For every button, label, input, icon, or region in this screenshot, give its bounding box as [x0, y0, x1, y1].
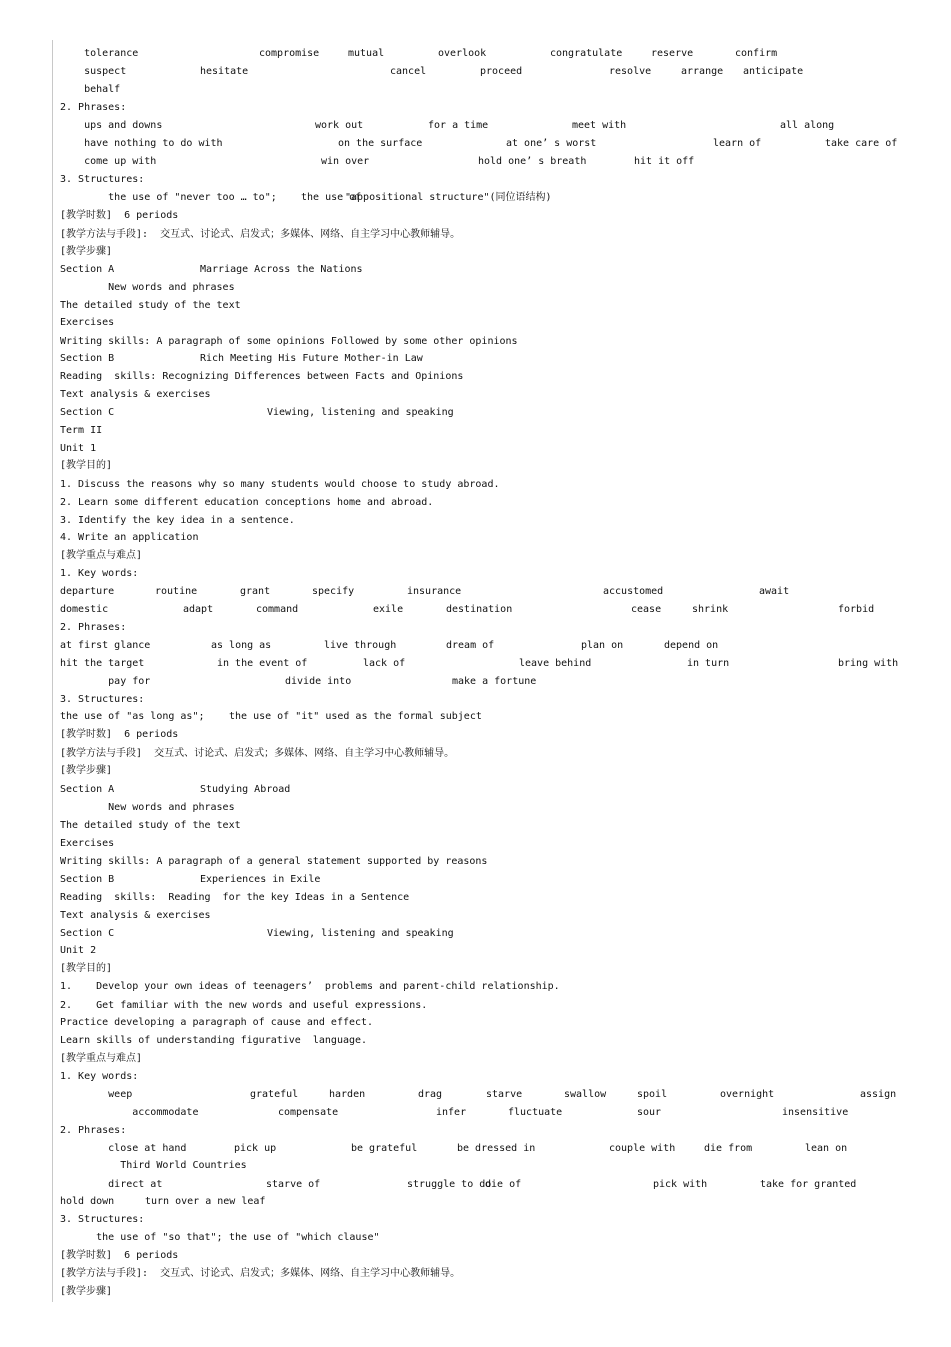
line-0-segment-1: compromise: [259, 48, 320, 59]
line-58-segment-0: weep: [60, 1089, 133, 1100]
line-19-segment-0: Text analysis & exercises: [60, 389, 211, 400]
line-34-segment-3: leave behind: [519, 658, 592, 669]
line-66-segment-1: the use of "which clause": [229, 1232, 380, 1243]
line-58-segment-8: assign: [860, 1089, 897, 1100]
line-11-segment-0: [教学步骤]: [60, 246, 113, 257]
line-2-segment-0: behalf: [60, 84, 121, 95]
line-34-segment-4: in turn: [687, 658, 730, 669]
line-63-segment-2: struggle to do: [407, 1179, 492, 1190]
line-64-segment-1: turn over a new leaf: [145, 1196, 266, 1207]
line-18-segment-0: Reading skills: Recognizing Differences between Facts and Opinions: [60, 371, 464, 382]
line-64-segment-0: hold down: [60, 1196, 115, 1207]
line-58-segment-6: spoil: [637, 1089, 668, 1100]
line-43-segment-0: The detailed study of the text: [60, 820, 241, 831]
line-27-segment-0: 4. Write an application: [60, 532, 199, 543]
line-30-segment-2: grant: [240, 586, 271, 597]
line-52-segment-0: 1. Develop your own ideas of teenagers’ problems and parent-child relationship.: [60, 981, 560, 992]
line-25-segment-0: 2. Learn some different education conceptions home and abroad.: [60, 497, 434, 508]
line-31-segment-4: destination: [446, 604, 513, 615]
line-0-segment-0: tolerance: [60, 48, 139, 59]
line-17-segment-0: Section B: [60, 353, 115, 364]
line-61-segment-3: be dressed in: [457, 1143, 536, 1154]
line-58-segment-3: drag: [418, 1089, 443, 1100]
line-4-segment-0: ups and downs: [60, 120, 163, 131]
line-63-segment-4: pick with: [653, 1179, 708, 1190]
line-35-segment-1: divide into: [285, 676, 352, 687]
line-8-segment-1: the use of: [301, 192, 362, 203]
line-35-segment-0: pay for: [60, 676, 151, 687]
line-33-segment-5: depend on: [664, 640, 719, 651]
line-6-segment-1: win over: [321, 156, 370, 167]
line-55-segment-0: Learn skills of understanding figurative language.: [60, 1035, 368, 1046]
line-66-segment-0: the use of "so that";: [60, 1232, 223, 1243]
line-50-segment-0: Unit 2: [60, 945, 97, 956]
line-31-segment-7: forbid: [838, 604, 875, 615]
line-9-segment-0: [教学时数] 6 periods: [60, 210, 179, 221]
line-58-segment-1: grateful: [250, 1089, 299, 1100]
line-4-segment-4: all along: [780, 120, 835, 131]
line-33-segment-4: plan on: [581, 640, 624, 651]
line-44-segment-0: Exercises: [60, 838, 115, 849]
line-36-segment-0: 3. Structures:: [60, 694, 145, 705]
line-42-segment-0: New words and phrases: [60, 802, 235, 813]
line-4-segment-1: work out: [315, 120, 364, 131]
line-0-segment-4: congratulate: [550, 48, 623, 59]
line-1-segment-3: proceed: [480, 66, 523, 77]
line-58-segment-2: harden: [329, 1089, 366, 1100]
line-5-segment-4: take care of: [825, 138, 898, 149]
line-31-segment-0: domestic: [60, 604, 109, 615]
line-56-segment-0: [教学重点与难点]: [60, 1053, 143, 1064]
line-1-segment-0: suspect: [60, 66, 127, 77]
line-53-segment-0: 2. Get familiar with the new words and useful expressions.: [60, 1000, 428, 1011]
line-47-segment-0: Reading skills: Reading for the key Ideas in a Sentence: [60, 892, 410, 903]
line-30-segment-6: await: [759, 586, 790, 597]
line-24-segment-0: 1. Discuss the reasons why so many students would choose to study abroad.: [60, 479, 500, 490]
line-61-segment-1: pick up: [234, 1143, 277, 1154]
line-63-segment-3: die of: [485, 1179, 522, 1190]
line-1-segment-5: arrange: [681, 66, 724, 77]
line-37-segment-0: the use of "as long as";: [60, 711, 205, 722]
line-48-segment-0: Text analysis & exercises: [60, 910, 211, 921]
line-61-segment-0: close at hand: [60, 1143, 187, 1154]
line-6-segment-3: hit it off: [634, 156, 695, 167]
line-1-segment-1: hesitate: [200, 66, 249, 77]
line-59-segment-3: fluctuate: [508, 1107, 563, 1118]
line-34-segment-0: hit the target: [60, 658, 145, 669]
line-20-segment-1: Viewing, listening and speaking: [267, 407, 454, 418]
line-33-segment-1: as long as: [211, 640, 272, 651]
line-23-segment-0: [教学目的]: [60, 460, 113, 471]
line-58-segment-4: starve: [486, 1089, 523, 1100]
line-69-segment-0: [教学步骤]: [60, 1286, 113, 1297]
line-34-segment-2: lack of: [363, 658, 406, 669]
line-49-segment-1: Viewing, listening and speaking: [267, 928, 454, 939]
line-58-segment-7: overnight: [720, 1089, 775, 1100]
line-8-segment-0: the use of "never too … to";: [60, 192, 277, 203]
line-63-segment-1: starve of: [266, 1179, 321, 1190]
line-6-segment-0: come up with: [60, 156, 157, 167]
line-5-segment-2: at one’ s worst: [506, 138, 597, 149]
line-59-segment-2: infer: [436, 1107, 467, 1118]
line-16-segment-0: Writing skills: A paragraph of some opinions Followed by some other opinions: [60, 336, 518, 347]
line-63-segment-5: take for granted: [760, 1179, 857, 1190]
line-5-segment-1: on the surface: [338, 138, 423, 149]
line-40-segment-0: [教学步骤]: [60, 765, 113, 776]
line-65-segment-0: 3. Structures:: [60, 1214, 145, 1225]
line-0-segment-6: confirm: [735, 48, 778, 59]
line-30-segment-5: accustomed: [603, 586, 664, 597]
line-21-segment-0: Term II: [60, 425, 103, 436]
line-29-segment-0: 1. Key words:: [60, 568, 139, 579]
line-37-segment-1: the use of "it" used as the formal subject: [229, 711, 482, 722]
line-8-segment-2: "appositional structure"(同位语结构): [345, 192, 552, 203]
line-45-segment-0: Writing skills: A paragraph of a general statement supported by reasons: [60, 856, 488, 867]
line-61-segment-2: be grateful: [351, 1143, 418, 1154]
line-67-segment-0: [教学时数] 6 periods: [60, 1250, 179, 1261]
line-26-segment-0: 3. Identify the key idea in a sentence.: [60, 515, 295, 526]
line-57-segment-0: 1. Key words:: [60, 1071, 139, 1082]
line-30-segment-1: routine: [155, 586, 198, 597]
line-33-segment-2: live through: [324, 640, 397, 651]
line-32-segment-0: 2. Phrases:: [60, 622, 127, 633]
line-3-segment-0: 2. Phrases:: [60, 102, 127, 113]
line-0-segment-2: mutual: [348, 48, 385, 59]
line-10-segment-0: [教学方法与手段]: 交互式、讨论式、启发式；多媒体、网络、自主学习中心教师辅导。: [60, 229, 461, 240]
line-39-segment-0: [教学方法与手段] 交互式、讨论式、启发式；多媒体、网络、自主学习中心教师辅导。: [60, 748, 455, 759]
line-31-segment-2: command: [256, 604, 299, 615]
line-59-segment-5: insensitive: [782, 1107, 849, 1118]
left-margin-rule: [52, 40, 53, 1302]
line-54-segment-0: Practice developing a paragraph of cause and effect.: [60, 1017, 374, 1028]
line-14-segment-0: The detailed study of the text: [60, 300, 241, 311]
line-34-segment-1: in the event of: [217, 658, 308, 669]
line-61-segment-5: die from: [704, 1143, 753, 1154]
line-31-segment-6: shrink: [692, 604, 729, 615]
line-63-segment-0: direct at: [60, 1179, 163, 1190]
line-31-segment-5: cease: [631, 604, 662, 615]
line-62-segment-0: Third World Countries: [60, 1160, 247, 1171]
line-4-segment-3: meet with: [572, 120, 627, 131]
line-12-segment-1: Marriage Across the Nations: [200, 264, 363, 275]
line-60-segment-0: 2. Phrases:: [60, 1125, 127, 1136]
line-61-segment-6: lean on: [805, 1143, 848, 1154]
line-6-segment-2: hold one’ s breath: [478, 156, 587, 167]
line-4-segment-2: for a time: [428, 120, 489, 131]
line-61-segment-4: couple with: [609, 1143, 676, 1154]
line-12-segment-0: Section A: [60, 264, 115, 275]
line-41-segment-0: Section A: [60, 784, 115, 795]
line-46-segment-0: Section B: [60, 874, 115, 885]
line-49-segment-0: Section C: [60, 928, 115, 939]
line-30-segment-0: departure: [60, 586, 115, 597]
line-59-segment-1: compensate: [278, 1107, 339, 1118]
line-33-segment-3: dream of: [446, 640, 495, 651]
line-30-segment-3: specify: [312, 586, 355, 597]
line-68-segment-0: [教学方法与手段]: 交互式、讨论式、启发式；多媒体、网络、自主学习中心教师辅导。: [60, 1268, 461, 1279]
line-58-segment-5: swallow: [564, 1089, 607, 1100]
line-46-segment-1: Experiences in Exile: [200, 874, 321, 885]
line-17-segment-1: Rich Meeting His Future Mother-in Law: [200, 353, 423, 364]
line-59-segment-0: accommodate: [60, 1107, 199, 1118]
line-33-segment-0: at first glance: [60, 640, 151, 651]
line-30-segment-4: insurance: [407, 586, 462, 597]
line-13-segment-0: New words and phrases: [60, 282, 235, 293]
line-38-segment-0: [教学时数] 6 periods: [60, 729, 179, 740]
line-28-segment-0: [教学重点与难点]: [60, 550, 143, 561]
line-31-segment-1: adapt: [183, 604, 214, 615]
line-7-segment-0: 3. Structures:: [60, 174, 145, 185]
line-0-segment-3: overlook: [438, 48, 487, 59]
line-34-segment-5: bring with: [838, 658, 899, 669]
line-1-segment-6: anticipate: [743, 66, 804, 77]
line-5-segment-0: have nothing to do with: [60, 138, 223, 149]
line-1-segment-2: cancel: [390, 66, 427, 77]
line-1-segment-4: resolve: [609, 66, 652, 77]
line-0-segment-5: reserve: [651, 48, 694, 59]
line-41-segment-1: Studying Abroad: [200, 784, 291, 795]
line-22-segment-0: Unit 1: [60, 443, 97, 454]
line-5-segment-3: learn of: [713, 138, 762, 149]
line-35-segment-2: make a fortune: [452, 676, 537, 687]
line-51-segment-0: [教学目的]: [60, 963, 113, 974]
line-15-segment-0: Exercises: [60, 317, 115, 328]
line-20-segment-0: Section C: [60, 407, 115, 418]
line-31-segment-3: exile: [373, 604, 404, 615]
line-59-segment-4: sour: [637, 1107, 662, 1118]
